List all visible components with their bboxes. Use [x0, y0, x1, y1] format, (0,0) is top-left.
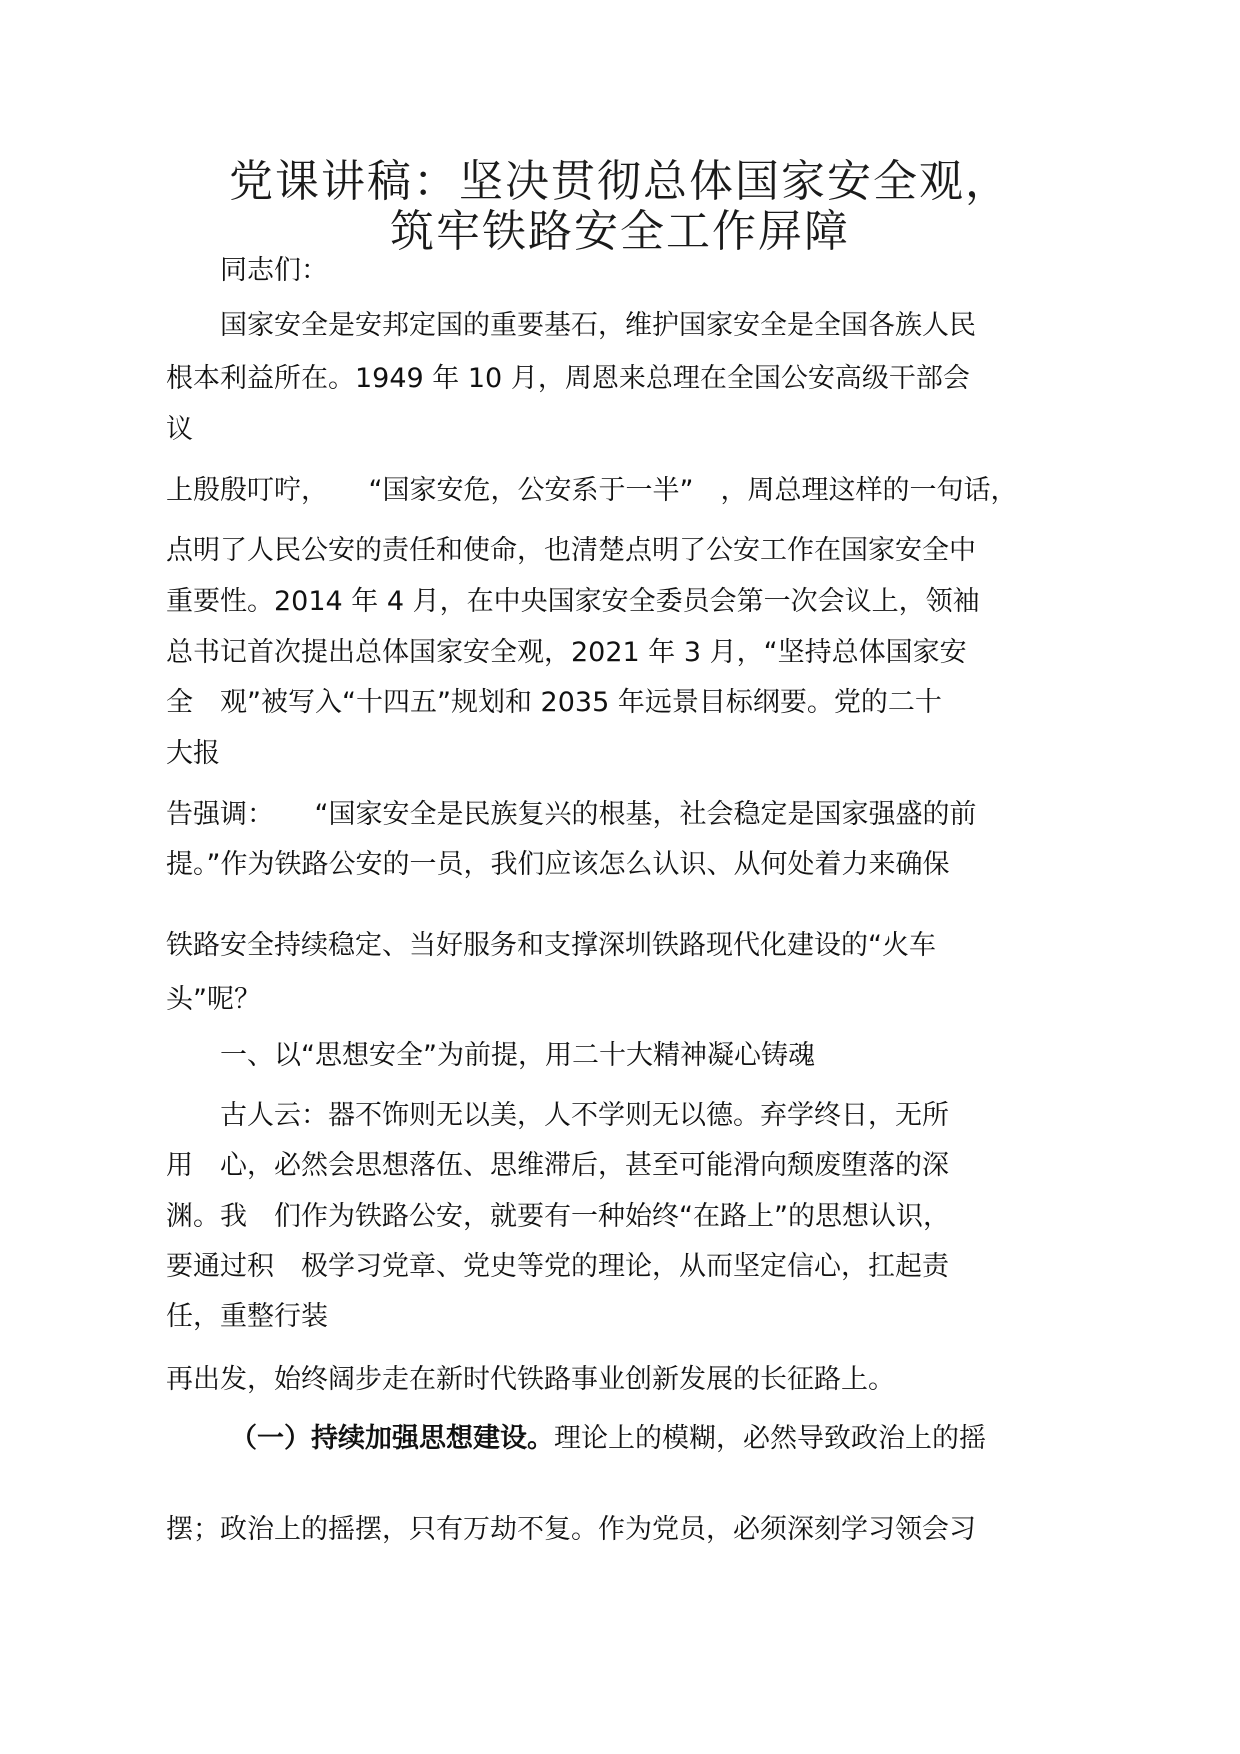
paragraph-line: 渊。我 们作为铁路公安，就要有一种始终“在路上”的思想认识，	[166, 1201, 950, 1232]
paragraph-line: 铁路安全持续稳定、当好服务和支撑深圳铁路现代化建设的“火车	[166, 930, 936, 961]
paragraph-line: 全 观”被写入“十四五”规划和 2035 年远景目标纲要。党的二十	[166, 687, 942, 718]
document-title-line-2: 筑牢铁路安全工作屏障	[390, 206, 850, 257]
paragraph-line: 头”呢？	[166, 984, 261, 1015]
paragraph-line: 国家安全是安邦定国的重要基石，维护国家安全是全国各族人民	[220, 310, 976, 341]
paragraph-line: 上殷殷叮咛， “国家安危，公安系于一半” ，周总理这样的一句话，	[166, 475, 1018, 506]
paragraph-line: 再出发，始终阔步走在新时代铁路事业创新发展的长征路上。	[166, 1364, 895, 1395]
paragraph-line: 告强调： “国家安全是民族复兴的根基，社会稳定是国家强盛的前	[166, 799, 977, 830]
paragraph-line: 古人云：器不饰则无以美，人不学则无以德。弃学终日，无所	[220, 1100, 949, 1131]
paragraph-line: 议	[166, 414, 193, 445]
paragraph-line: 点明了人民公安的责任和使命，也清楚点明了公安工作在国家安全中	[166, 535, 976, 566]
paragraph-line: 重要性。2014 年 4 月，在中央国家安全委员会第一次会议上，领袖	[166, 586, 980, 617]
paragraph-line: 任，重整行装	[166, 1301, 328, 1332]
document-title-line-1: 党课讲稿：坚决贯彻总体国家安全观，	[229, 156, 1011, 207]
paragraph-line: 摆；政治上的摇摆，只有万劫不复。作为党员，必须深刻学习领会习	[166, 1514, 976, 1545]
subheading-bold-lead: （一）持续加强思想建设。	[230, 1423, 554, 1454]
subheading-paragraph	[230, 1422, 986, 1456]
paragraph-line: 提。”作为铁路公安的一员，我们应该怎么认识、从何处着力来确保	[166, 849, 950, 880]
paragraph-line: 要通过积 极学习党章、党史等党的理论，从而坚定信心，扛起责	[166, 1251, 949, 1282]
paragraph-line: 总书记首次提出总体国家安全观，2021 年 3 月，“坚持总体国家安	[166, 637, 967, 668]
paragraph-line: 根本利益所在。1949 年 10 月，周恩来总理在全国公安高级干部会	[166, 363, 970, 394]
section-heading-1: 一、以“思想安全”为前提，用二十大精神凝心铸魂	[220, 1040, 815, 1071]
paragraph-line: 大报	[166, 738, 220, 769]
subheading-continuation: 理论上的模糊，必然导致政治上的摇	[554, 1423, 986, 1454]
salutation: 同志们：	[220, 255, 328, 286]
paragraph-line: 用 心，必然会思想落伍、思维滞后，甚至可能滑向颓废堕落的深	[166, 1150, 949, 1181]
